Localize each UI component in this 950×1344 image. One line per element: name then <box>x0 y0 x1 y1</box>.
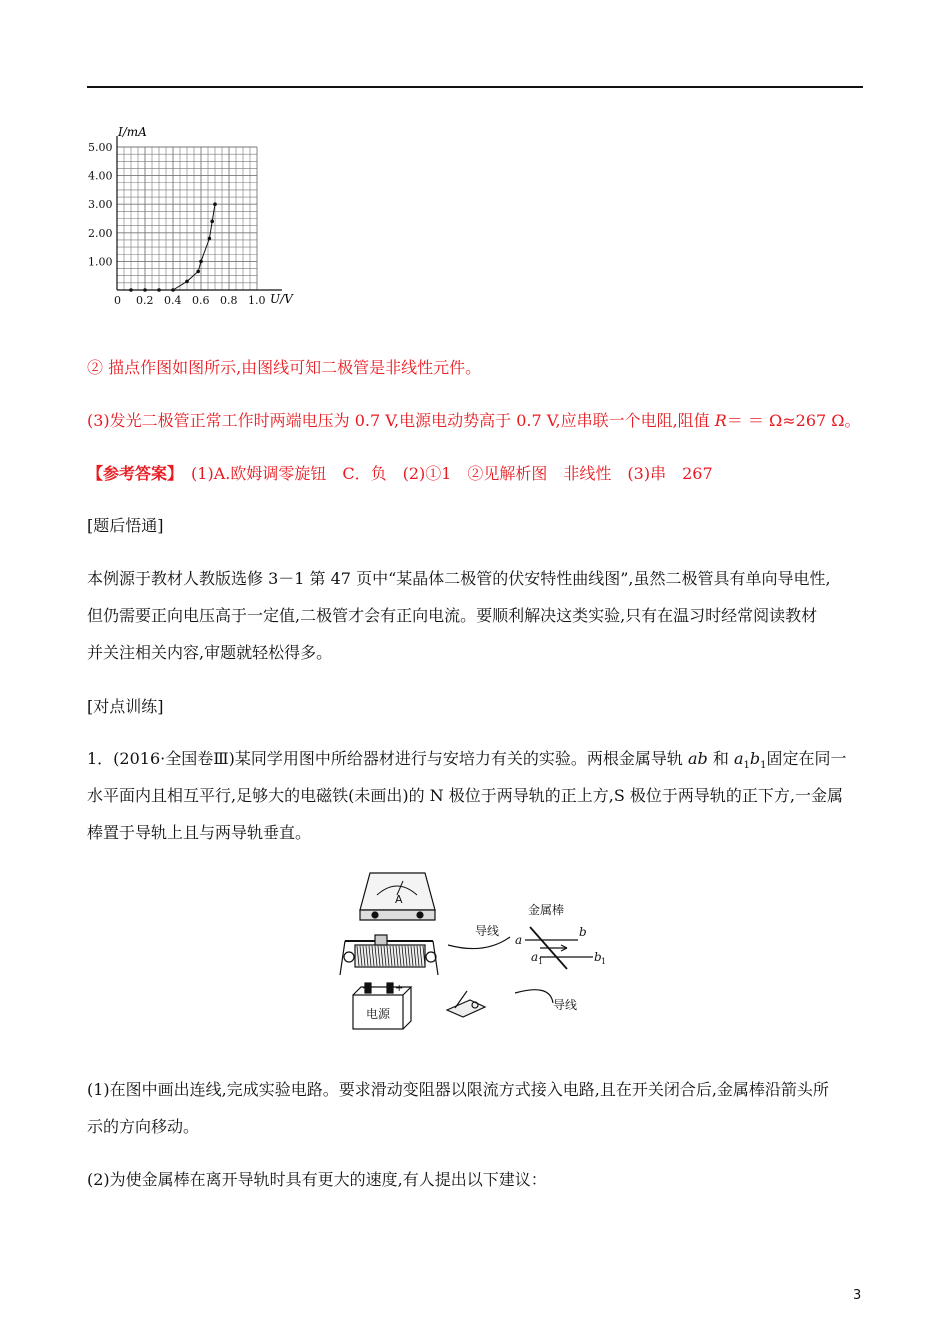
switch-icon <box>447 991 485 1017</box>
data-point <box>185 280 189 284</box>
apparatus-figure <box>335 865 615 1035</box>
data-point <box>208 237 212 241</box>
y-tick-label: 3.00 <box>88 198 113 212</box>
y-tick-label: 2.00 <box>88 226 113 240</box>
data-point <box>171 288 175 292</box>
header-rule <box>87 86 863 88</box>
data-point <box>129 288 133 292</box>
wire-bottom-label: 导线 <box>553 998 578 1012</box>
data-point <box>210 220 214 224</box>
x-axis-label: U/V <box>270 292 293 306</box>
rail-b1-sub: 1 <box>760 760 767 772</box>
answer-tag: 【参考答案】 <box>87 464 176 483</box>
ammeter-label: A <box>395 893 403 906</box>
q1-text-b: 固定在同一 <box>766 749 847 768</box>
data-point <box>199 260 203 264</box>
rail-label-a1-sub: 1 <box>538 957 544 966</box>
y-tick-label: 1.00 <box>88 255 113 269</box>
resistance-symbol: R <box>714 411 727 430</box>
part3-line <box>87 402 865 439</box>
tihou-line-1: 本例源于教材人教版选修 3－1 第 47 页中“某晶体二极管的伏安特性曲线图”,虽然二极管具有单向导电性, <box>87 569 831 588</box>
step2-line: ② 描点作图如图所示,由图线可知二极管是非线性元件。 <box>87 358 482 377</box>
q1-part2-line: (2)为使金属棒在离开导轨时具有更大的速度,有人提出以下建议： <box>87 1170 547 1189</box>
rail-label-a1: a <box>531 950 539 964</box>
data-point <box>143 288 147 292</box>
rail-a1: a <box>733 749 744 768</box>
x-tick-label: 0 <box>114 294 121 307</box>
q1-part1-line-2: 示的方向移动。 <box>87 1117 200 1136</box>
answer-text: (1)A.欧姆调零旋钮 C．负 (2)①1 ②见解析图 非线性 (3)串 267 <box>191 464 713 483</box>
q1-text-a: 1．(2016·全国卷Ⅲ)某同学用图中所给器材进行与安培力有关的实验。两根金属导轨 <box>87 749 688 768</box>
y-tick-label: 4.00 <box>88 169 113 183</box>
rail-b1: b <box>749 749 761 768</box>
wire-bottom <box>515 990 553 1003</box>
rail-label-a: a <box>515 933 523 947</box>
x-tick-label: 0.8 <box>220 294 238 307</box>
terminal-plus: + <box>395 983 404 994</box>
question1-line-3: 棒置于导轨上且与两导轨垂直。 <box>87 823 312 842</box>
x-tick-label: 0.2 <box>136 294 154 307</box>
answer-line <box>87 455 865 492</box>
tihou-line-3: 并关注相关内容,审题就轻松得多。 <box>87 643 333 662</box>
part3-text-b: ＝ ＝ Ω≈267 Ω。 <box>726 411 861 430</box>
power-supply-label: 电源 <box>366 1007 391 1021</box>
x-tick-label: 0.4 <box>164 294 182 307</box>
page-number: 3 <box>853 1288 862 1303</box>
rheostat-icon <box>340 935 438 975</box>
x-tick-label: 1.0 <box>248 294 266 307</box>
metal-rod-label: 金属棒 <box>528 903 565 917</box>
y-tick-label: 5.00 <box>88 141 113 154</box>
wire-top-label: 导线 <box>475 924 500 938</box>
rail-label-b1: b <box>594 950 602 964</box>
iv-graph <box>84 122 304 312</box>
q1-and: 和 <box>707 749 734 768</box>
part3-text-a: (3)发光二极管正常工作时两端电压为 0.7 V,电源电动势高于 0.7 V,应串联一个电阻,阻值 <box>87 411 715 430</box>
y-axis-label: I/mA <box>118 125 147 139</box>
rail-a1-sub: 1 <box>743 760 750 772</box>
tihou-line-2: 但仍需要正向电压高于一定值,二极管才会有正向电流。要顺利解决这类实验,只有在温习时经常阅读教材 <box>87 606 818 625</box>
graph-grid <box>117 147 257 290</box>
tihou-title: [题后悟通] <box>87 516 164 535</box>
data-point <box>157 288 161 292</box>
question1-line-2: 水平面内且相互平行,足够大的电磁铁(未画出)的 N 极位于两导轨的正上方,S 极位于两导轨的正下方,一金属 <box>87 786 843 805</box>
q1-part1-line-1: (1)在图中画出连线,完成实验电路。要求滑动变阻器以限流方式接入电路,且在开关闭合后,金属棒沿箭头所 <box>87 1080 829 1099</box>
duidian-title: [对点训练] <box>87 697 164 716</box>
terminal-minus: − <box>362 983 371 994</box>
data-point <box>213 202 217 206</box>
rail-label-b1-sub: 1 <box>601 957 607 966</box>
data-point <box>196 270 200 274</box>
rail-label-b: b <box>579 925 587 939</box>
wire-top <box>448 937 510 949</box>
rail-ab: ab <box>688 749 708 768</box>
x-tick-label: 0.6 <box>192 294 210 307</box>
